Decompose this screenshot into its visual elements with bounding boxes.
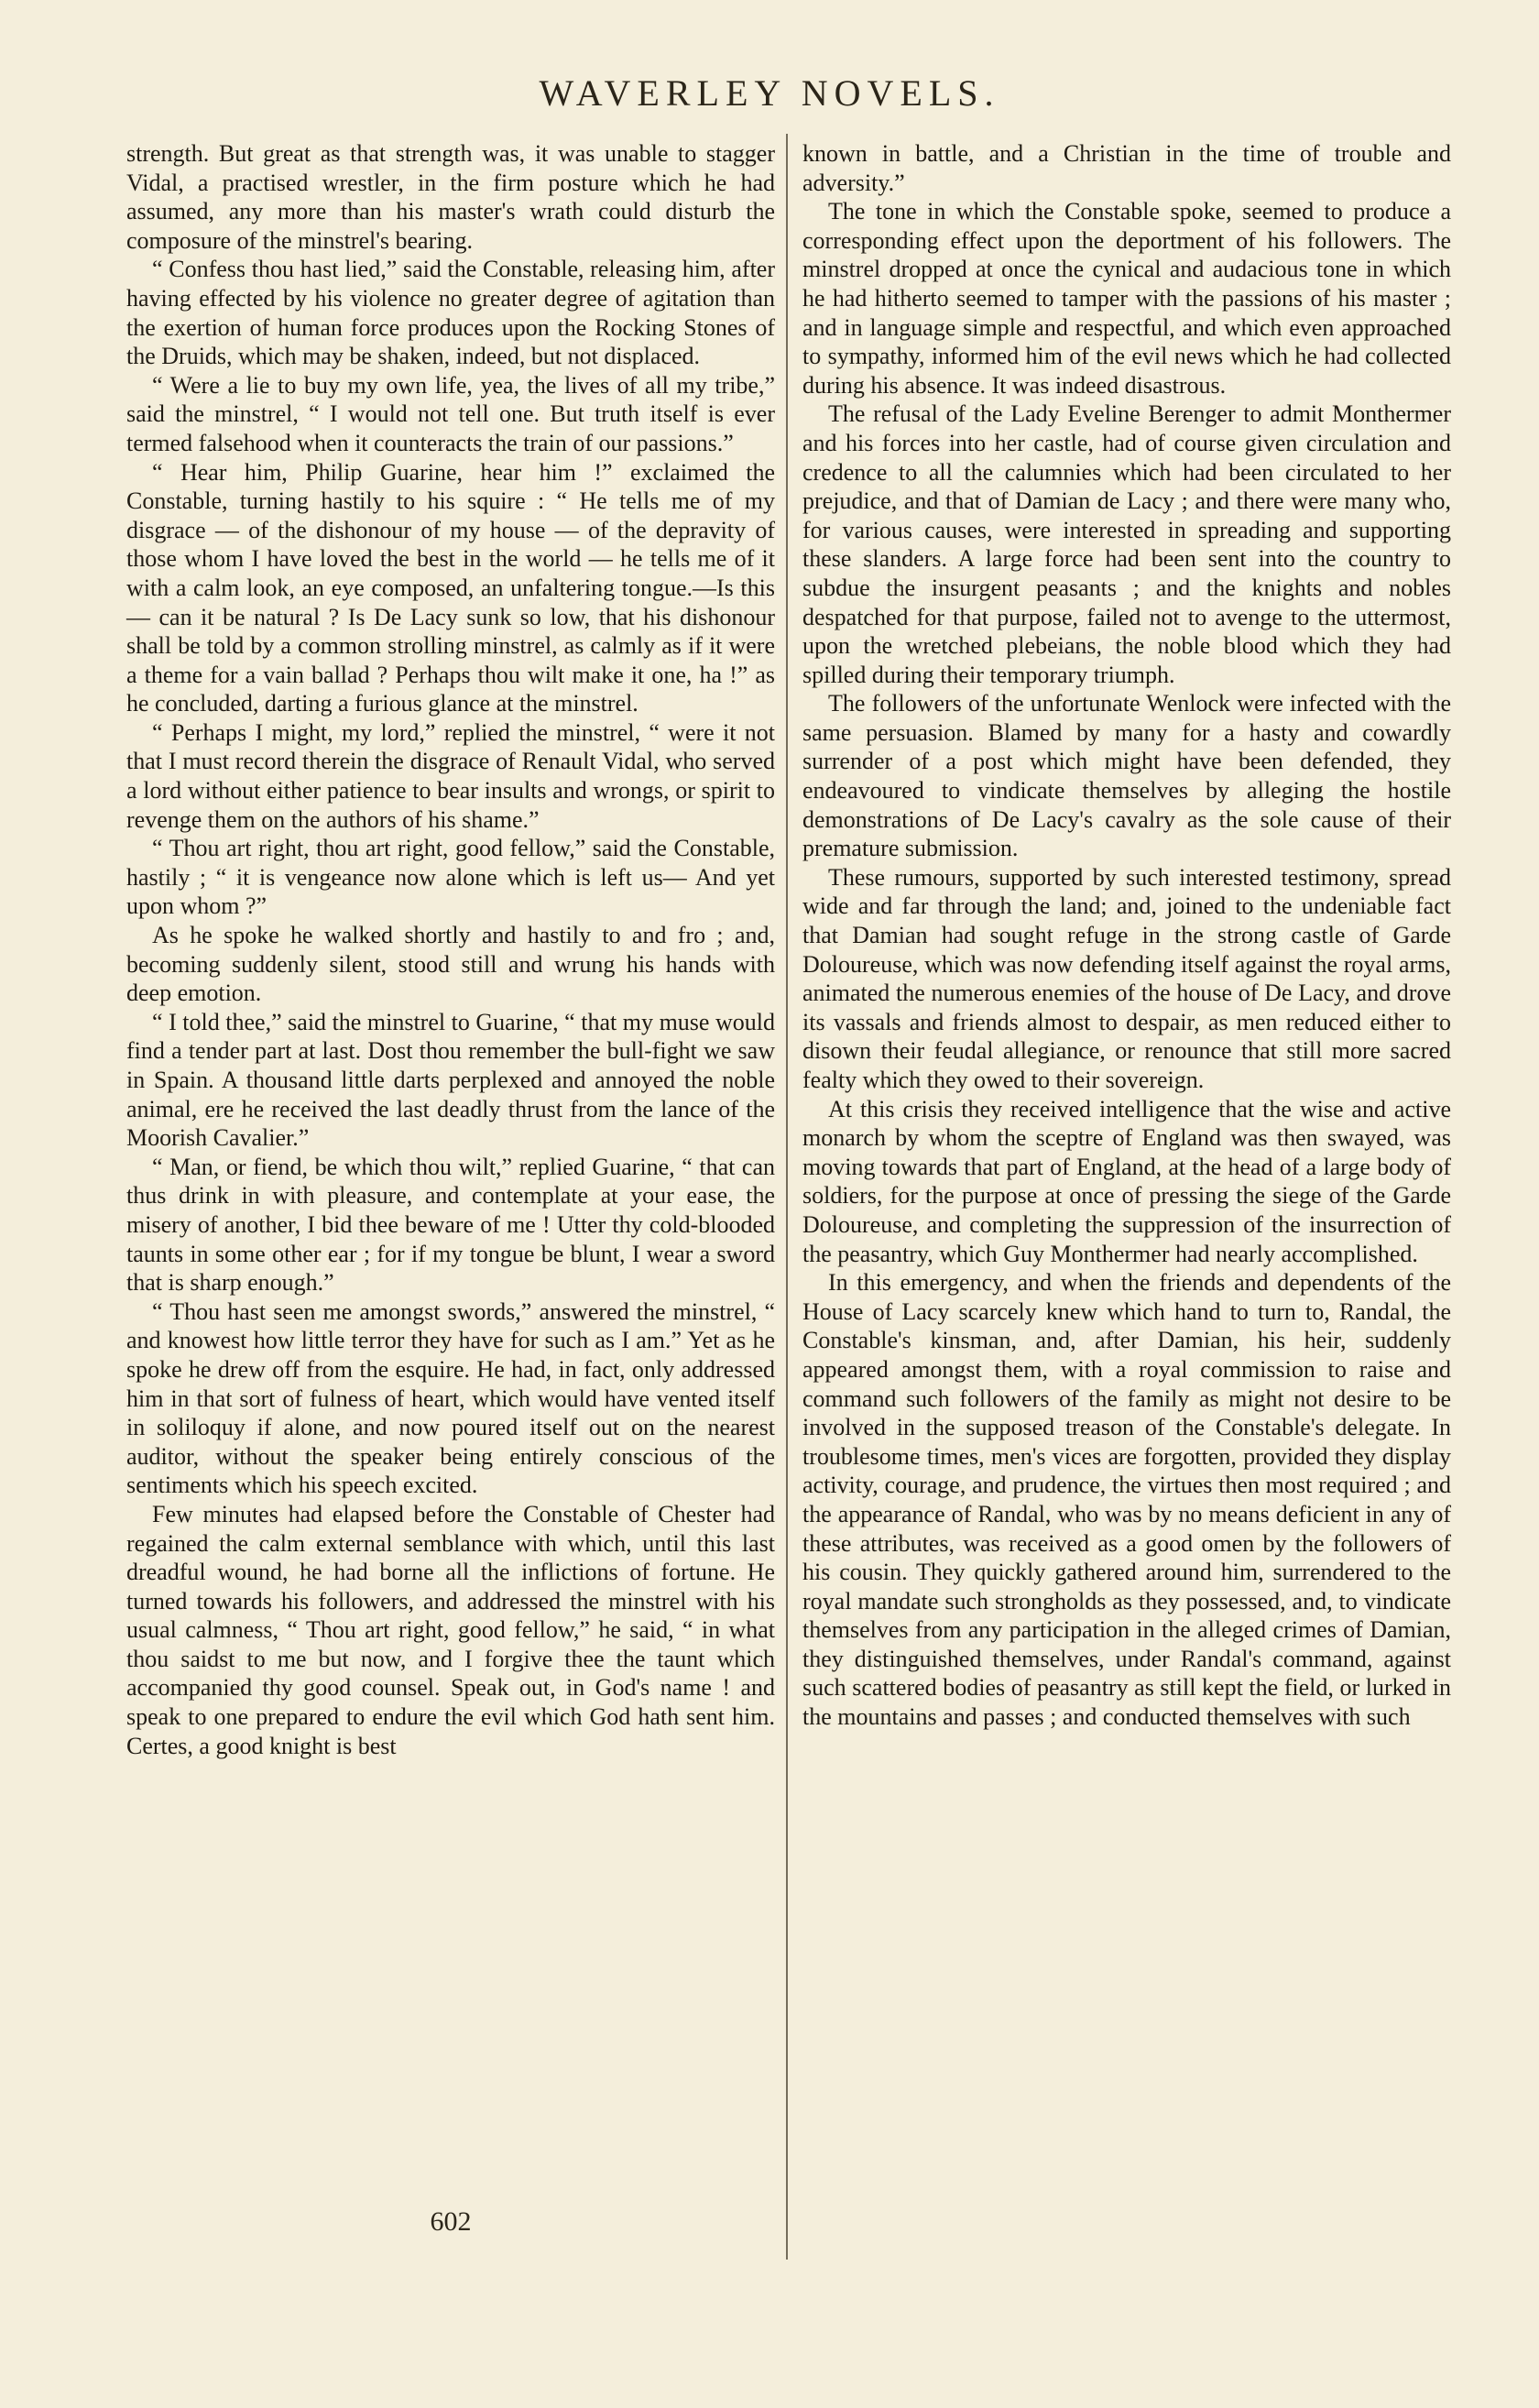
paragraph: “ Man, or fiend, be which thou wilt,” replied Guarine, “ that can thus drink in with pleasure, and contemplate at your ease, the misery of another, I bid thee beware of me ! Utter thy cold-blooded taunts in some other ear ; for if my tongue be blunt, I wear a sword that is sharp enough.”: [126, 1153, 775, 1297]
paragraph: As he spoke he walked shortly and hastily to and fro ; and, becoming suddenly silent, stood still and wrung his hands with deep emotion.: [126, 922, 775, 1007]
paragraph: “ Thou art right, thou art right, good fellow,” said the Constable, hastily ; “ it is vengeance now alone which is left us— And yet upon whom ?”: [126, 835, 775, 920]
running-title: WAVERLEY NOVELS.: [539, 72, 1000, 114]
paragraph: known in battle, and a Christian in the time of trouble and adversity.”: [802, 140, 1451, 196]
paragraph: Few minutes had elapsed before the Constable of Chester had regained the calm external semblance with which, until this last dreadful wound, he had borne all the inflictions of fortune. He turned towards his followers, and addressed the minstrel with his usual calmness, “ Thou art right, good fellow,” he said, “ in what thou saidst to me but now, and I forgive thee the taunt which accompanied thy good counsel. Speak out, in God's name ! and speak to one prepared to endure the evil which God hath sent him. Certes, a good knight is best: [126, 1500, 775, 1759]
paragraph: strength. But great as that strength was, it was unable to stagger Vidal, a practised wrestler, in the firm posture which he had assumed, any more than his master's wrath could disturb the composure of the minstrel's bearing.: [126, 140, 775, 254]
paragraph: “ Perhaps I might, my lord,” replied the minstrel, “ were it not that I must record therein the disgrace of Renault Vidal, who served a lord without either patience to bear insults and wrongs, or spirit to revenge them on the authors of his shame.”: [126, 718, 775, 833]
paragraph: The refusal of the Lady Eveline Berenger to admit Monthermer and his forces into her castle, had of course given circulation and credence to all the calumnies which had been circulated to her prejudice, and that of Damian de Lacy ; and there were many who, for various causes, were interested in spreading and supporting these slanders. A large force had been sent into the country to subdue the insurgent peasants ; and the knights and nobles despatched for that purpose, failed not to avenge to the uttermost, upon the wretched plebeians, the noble blood which they had spilled during their temporary triumph.: [802, 400, 1451, 688]
paragraph: “ Confess thou hast lied,” said the Constable, releasing him, after having effected by his violence no greater degree of agitation than the exertion of human force produces upon the Rocking Stones of the Druids, which may be shaken, indeed, but not displaced.: [126, 256, 775, 370]
page-number: 602: [430, 2206, 472, 2237]
paragraph: These rumours, supported by such interested testimony, spread wide and far through the land; and, joined to the undeniable fact that Damian had sought refuge in the strong castle of Garde Doloureuse, which was now defending itself against the royal arms, animated the numerous enemies of the house of De Lacy, and drove its vassals and friends almost to despair, as men reduced either to disown their feudal allegiance, or renounce that still more sacred fealty which they owed to their sovereign.: [802, 863, 1451, 1093]
right-column: [802, 139, 1451, 1732]
paragraph: The tone in which the Constable spoke, seemed to produce a corresponding effect upon the deportment of his followers. The minstrel dropped at once the cynical and audacious tone in which he had hitherto seemed to tamper with the passions of his master ; and in language simple and respectful, and which even approached to sympathy, informed him of the evil news which he had collected during his absence. It was indeed disastrous.: [802, 198, 1451, 399]
paragraph: “ Hear him, Philip Guarine, hear him !” exclaimed the Constable, turning hastily to his squire : “ He tells me of my disgrace — of the dishonour of my house — of the depravity of those whom I have loved the best in the world — he tells me of it with a calm look, an eye composed, an unfaltering tongue.—Is this — can it be natural ? Is De Lacy sunk so low, that his dishonour shall be told by a common strolling minstrel, as calmly as if it were a theme for a vain ballad ? Perhaps thou wilt make it one, ha !” as he concluded, darting a furious glance at the minstrel.: [126, 458, 775, 717]
paragraph: The followers of the unfortunate Wenlock were infected with the same persuasion. Blamed by many for a hasty and cowardly surrender of a post which might have been defended, they endeavoured to vindicate themselves by alleging the hostile demonstrations of De Lacy's cavalry as the sole cause of their premature submission.: [802, 690, 1451, 862]
paragraph: “ Thou hast seen me amongst swords,” answered the minstrel, “ and knowest how little terror they have for such as I am.” Yet as he spoke he drew off from the esquire. He had, in fact, only addressed him in that sort of fulness of heart, which would have vented itself in soliloquy if alone, and now poured itself out on the nearest auditor, without the speaker being entirely conscious of the sentiments which his speech excited.: [126, 1297, 775, 1499]
left-column: [126, 139, 775, 1760]
paragraph: In this emergency, and when the friends and dependents of the House of Lacy scarcely knew which hand to turn to, Randal, the Constable's kinsman, and, after Damian, his heir, suddenly appeared amongst them, with a royal commission to raise and command such followers of the family as might not desire to be involved in the supposed treason of the Constable's delegate. In troublesome times, men's vices are forgotten, provided they display activity, courage, and prudence, the virtues then most required ; and the appearance of Randal, who was by no means deficient in any of these attributes, was received as a good omen by the followers of his cousin. They quickly gathered around him, surrendered to the royal mandate such strongholds as they possessed, and, to vindicate themselves from any participation in the alleged crimes of Damian, they distinguished themselves, under Randal's command, against such scattered bodies of peasantry as still kept the field, or lurked in the mountains and passes ; and conducted themselves with such: [802, 1269, 1451, 1731]
paragraph: At this crisis they received intelligence that the wise and active monarch by whom the sceptre of England was then swayed, was moving towards that part of England, at the head of a large body of soldiers, for the purpose at once of pressing the siege of the Garde Doloureuse, and completing the suppression of the insurrection of the peasantry, which Guy Monthermer had nearly accomplished.: [802, 1095, 1451, 1267]
paragraph: “ Were a lie to buy my own life, yea, the lives of all my tribe,” said the minstrel, “ I would not tell one. But truth itself is ever termed falsehood when it counteracts the train of our passions.”: [126, 371, 775, 456]
paragraph: “ I told thee,” said the minstrel to Guarine, “ that my muse would find a tender part at last. Dost thou remember the bull-fight we saw in Spain. A thousand little darts perplexed and annoyed the noble animal, ere he received the last deadly thrust from the lance of the Moorish Cavalier.”: [126, 1008, 775, 1152]
column-divider: [786, 134, 788, 2260]
